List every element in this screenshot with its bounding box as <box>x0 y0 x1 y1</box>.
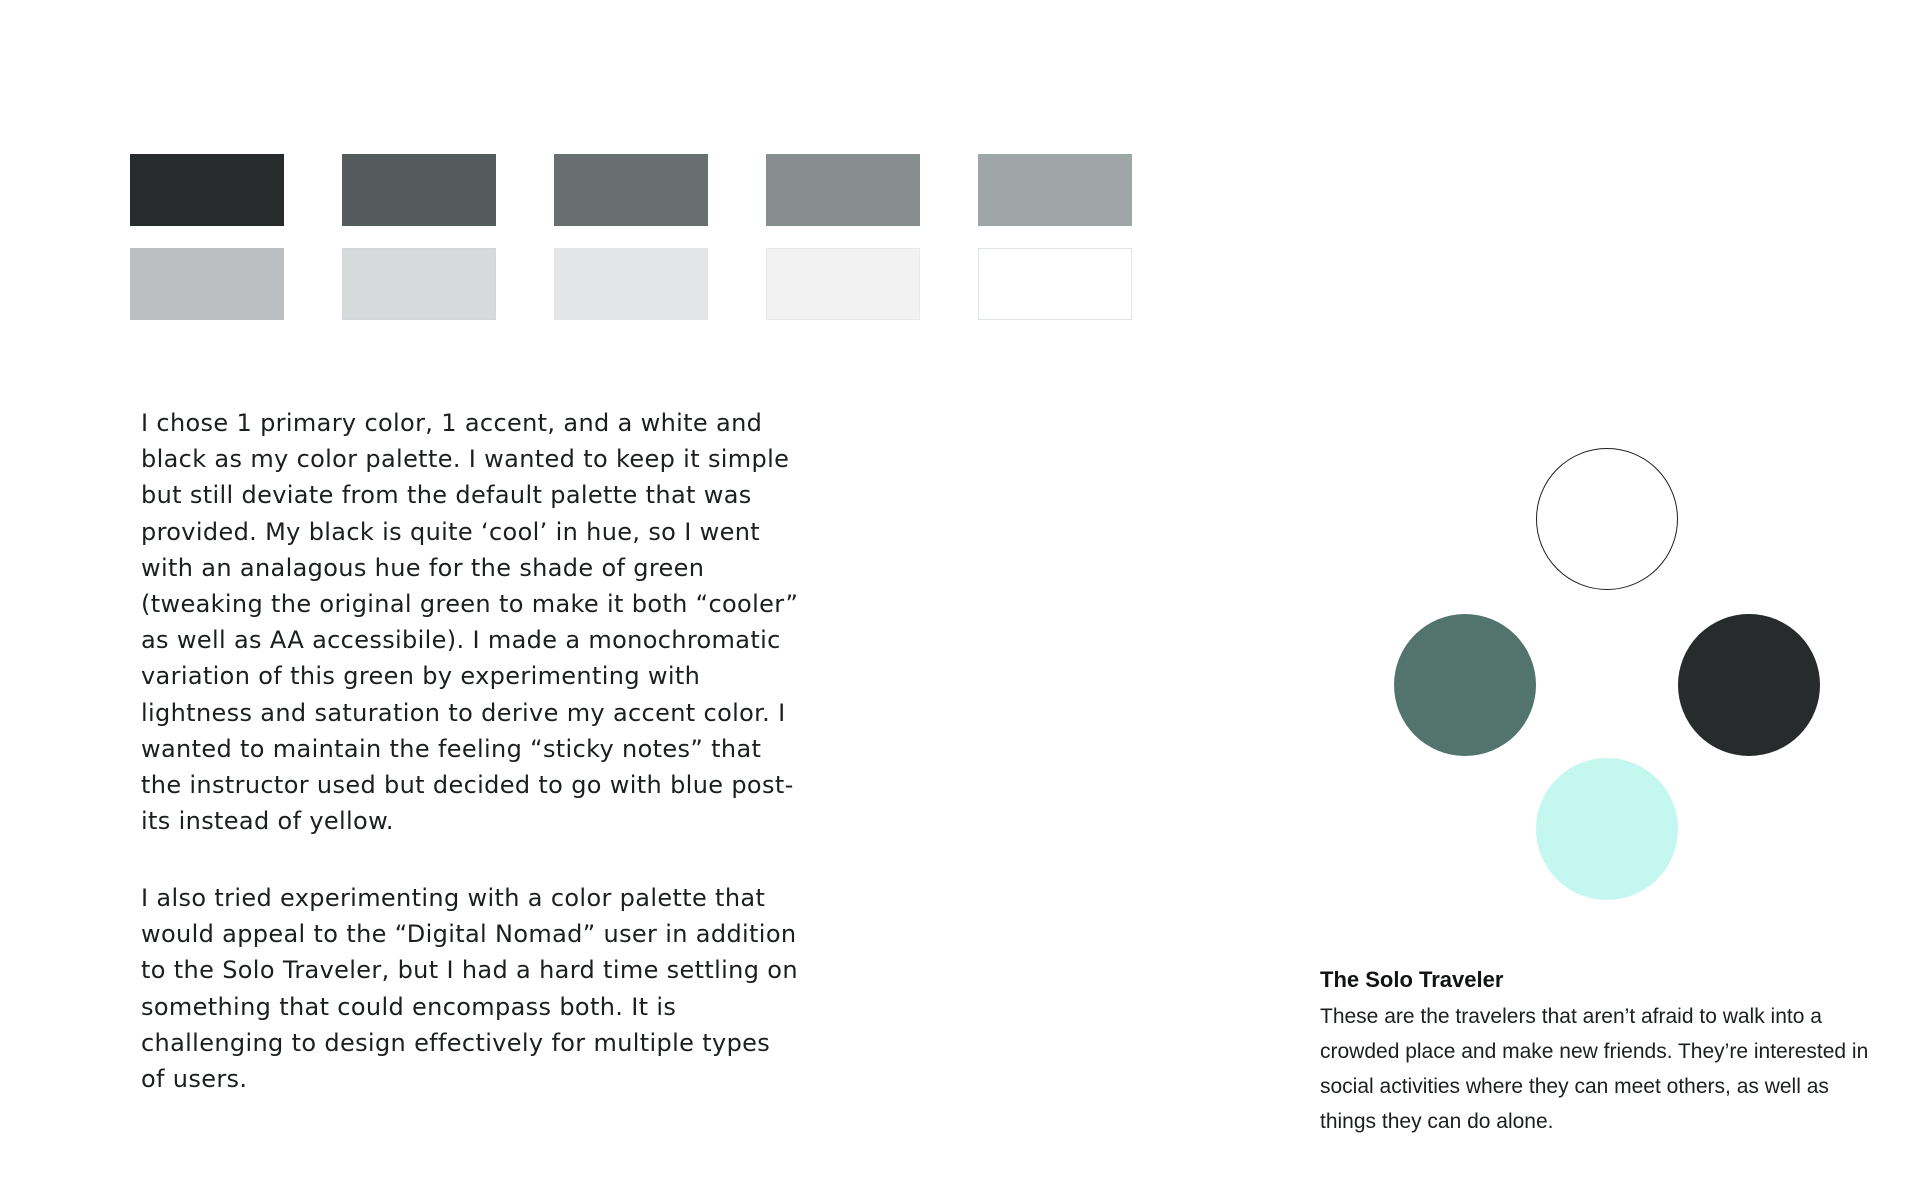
swatch-gray-7 <box>342 248 496 320</box>
persona-card <box>1320 965 1880 1139</box>
swatch-gray-4 <box>766 154 920 226</box>
digital-nomad-paragraph: I also tried experimenting with a color palette that would appeal to the “Digital Nomad” user in addition to the Solo Traveler, but I had a hard time settling on something that could encompass both. It is challenging to design effectively for multiple types of users. <box>141 884 798 1094</box>
accent-mint-circle <box>1536 758 1678 900</box>
persona-title: The Solo Traveler <box>1320 967 1504 992</box>
persona-description: These are the travelers that aren’t afraid to walk into a crowded place and make new friends. They’re interested in social activities where they can meet others, as well as things they can do alone. <box>1320 1005 1869 1133</box>
swatch-gray-2 <box>342 154 496 226</box>
swatch-gray-3 <box>554 154 708 226</box>
white-color-circle <box>1536 448 1678 590</box>
swatch-gray-8 <box>554 248 708 320</box>
swatch-gray-1 <box>130 154 284 226</box>
swatch-gray-5 <box>978 154 1132 226</box>
palette-rationale-paragraph: I chose 1 primary color, 1 accent, and a white and black as my color palette. I wanted to keep it simple but still deviate from the default palette that was provided. My black is quite ‘cool’ in hue, so I went with an analagous hue for the shade of green (tweaking the original green to make it both “cooler” as well as AA accessibile). I made a monochromatic variation of this green by experimenting with lightness and saturation to derive my accent color. I wanted to maintain the feeling “sticky notes” that the instructor used but decided to go with blue post-its instead of yellow. <box>141 409 799 836</box>
swatch-gray-9 <box>766 248 920 320</box>
swatch-gray-6 <box>130 248 284 320</box>
swatch-white <box>978 248 1132 320</box>
primary-green-circle <box>1394 614 1536 756</box>
black-color-circle <box>1678 614 1820 756</box>
grayscale-swatch-grid <box>130 154 1130 320</box>
color-palette-circles <box>1390 448 1824 902</box>
